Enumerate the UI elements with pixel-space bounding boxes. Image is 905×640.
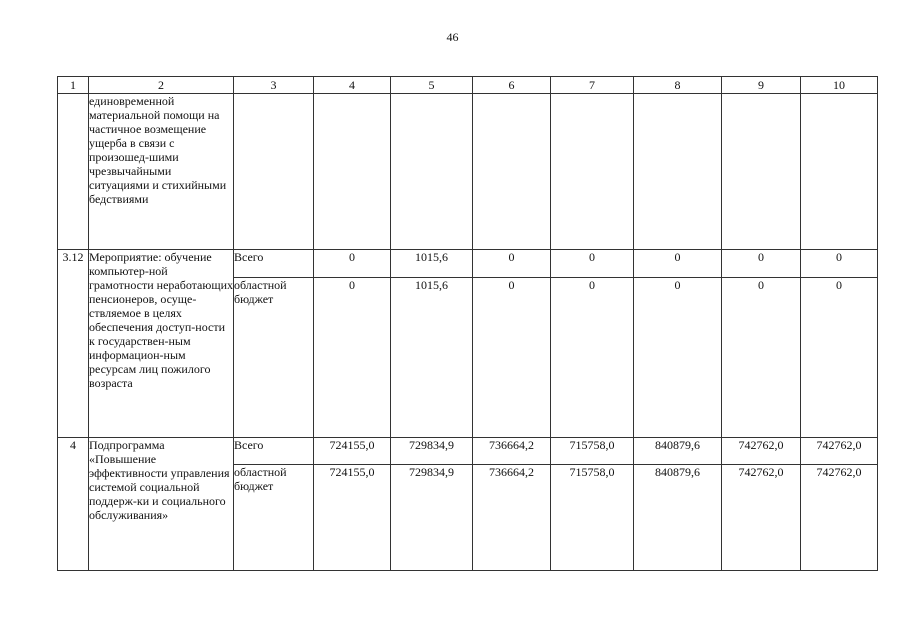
funding-source-cell: областной бюджет (234, 465, 314, 571)
table-cell (314, 94, 391, 250)
value-cell: 715758,0 (551, 465, 634, 571)
value-cell: 729834,9 (391, 465, 473, 571)
column-header: 3 (234, 77, 314, 94)
value-cell: 840879,6 (634, 438, 722, 465)
value-cell: 736664,2 (473, 438, 551, 465)
value-cell: 0 (634, 250, 722, 278)
funding-source-cell: Всего (234, 250, 314, 278)
column-header: 6 (473, 77, 551, 94)
value-cell: 0 (634, 278, 722, 438)
table-row (58, 94, 878, 250)
measure-name-cell: единовременной материальной помощи на частичное возмещение ущерба в связи с произошед-шими чрезвычайными ситуациями и стихийными бедствиями (89, 94, 234, 250)
funding-source-cell: Всего (234, 438, 314, 465)
table-cell (722, 94, 801, 250)
value-cell: 0 (551, 278, 634, 438)
value-cell: 724155,0 (314, 465, 391, 571)
column-header: 5 (391, 77, 473, 94)
column-header: 10 (801, 77, 878, 94)
value-cell: 729834,9 (391, 438, 473, 465)
row-number-cell: 3.12 (58, 250, 89, 438)
table-cell (634, 94, 722, 250)
table-cell (473, 94, 551, 250)
value-cell: 742762,0 (722, 438, 801, 465)
value-cell: 742762,0 (801, 465, 878, 571)
table-cell (391, 94, 473, 250)
column-header: 1 (58, 77, 89, 94)
column-header: 8 (634, 77, 722, 94)
value-cell: 0 (722, 250, 801, 278)
value-cell: 0 (473, 250, 551, 278)
value-cell: 724155,0 (314, 438, 391, 465)
measure-name-cell: Мероприятие: обучение компьютер-ной грамотности неработающих пенсионеров, осуще-ствляемое в целях обеспечения доступ-ности к государствен-ным информацион-ным ресурсам лиц пожилого возраста (89, 250, 234, 438)
column-header: 2 (89, 77, 234, 94)
value-cell: 840879,6 (634, 465, 722, 571)
row-number-cell: 4 (58, 438, 89, 571)
column-header: 7 (551, 77, 634, 94)
value-cell: 0 (801, 278, 878, 438)
column-header: 9 (722, 77, 801, 94)
table-row (58, 438, 878, 465)
table-cell (58, 94, 89, 250)
budget-table (57, 76, 878, 571)
value-cell: 715758,0 (551, 438, 634, 465)
value-cell: 1015,6 (391, 250, 473, 278)
value-cell: 742762,0 (801, 438, 878, 465)
value-cell: 736664,2 (473, 465, 551, 571)
table-cell (801, 94, 878, 250)
table-row (58, 250, 878, 278)
table-header-row (58, 77, 878, 94)
value-cell: 0 (551, 250, 634, 278)
table-cell (551, 94, 634, 250)
value-cell: 0 (314, 278, 391, 438)
funding-source-cell: областной бюджет (234, 278, 314, 438)
value-cell: 0 (801, 250, 878, 278)
table-cell (234, 94, 314, 250)
measure-name-cell: Подпрограмма «Повышение эффективности управления системой социальной поддерж-ки и социального обслуживания» (89, 438, 234, 571)
value-cell: 0 (314, 250, 391, 278)
value-cell: 1015,6 (391, 278, 473, 438)
column-header: 4 (314, 77, 391, 94)
page-number: 46 (446, 30, 459, 44)
value-cell: 0 (473, 278, 551, 438)
value-cell: 742762,0 (722, 465, 801, 571)
value-cell: 0 (722, 278, 801, 438)
